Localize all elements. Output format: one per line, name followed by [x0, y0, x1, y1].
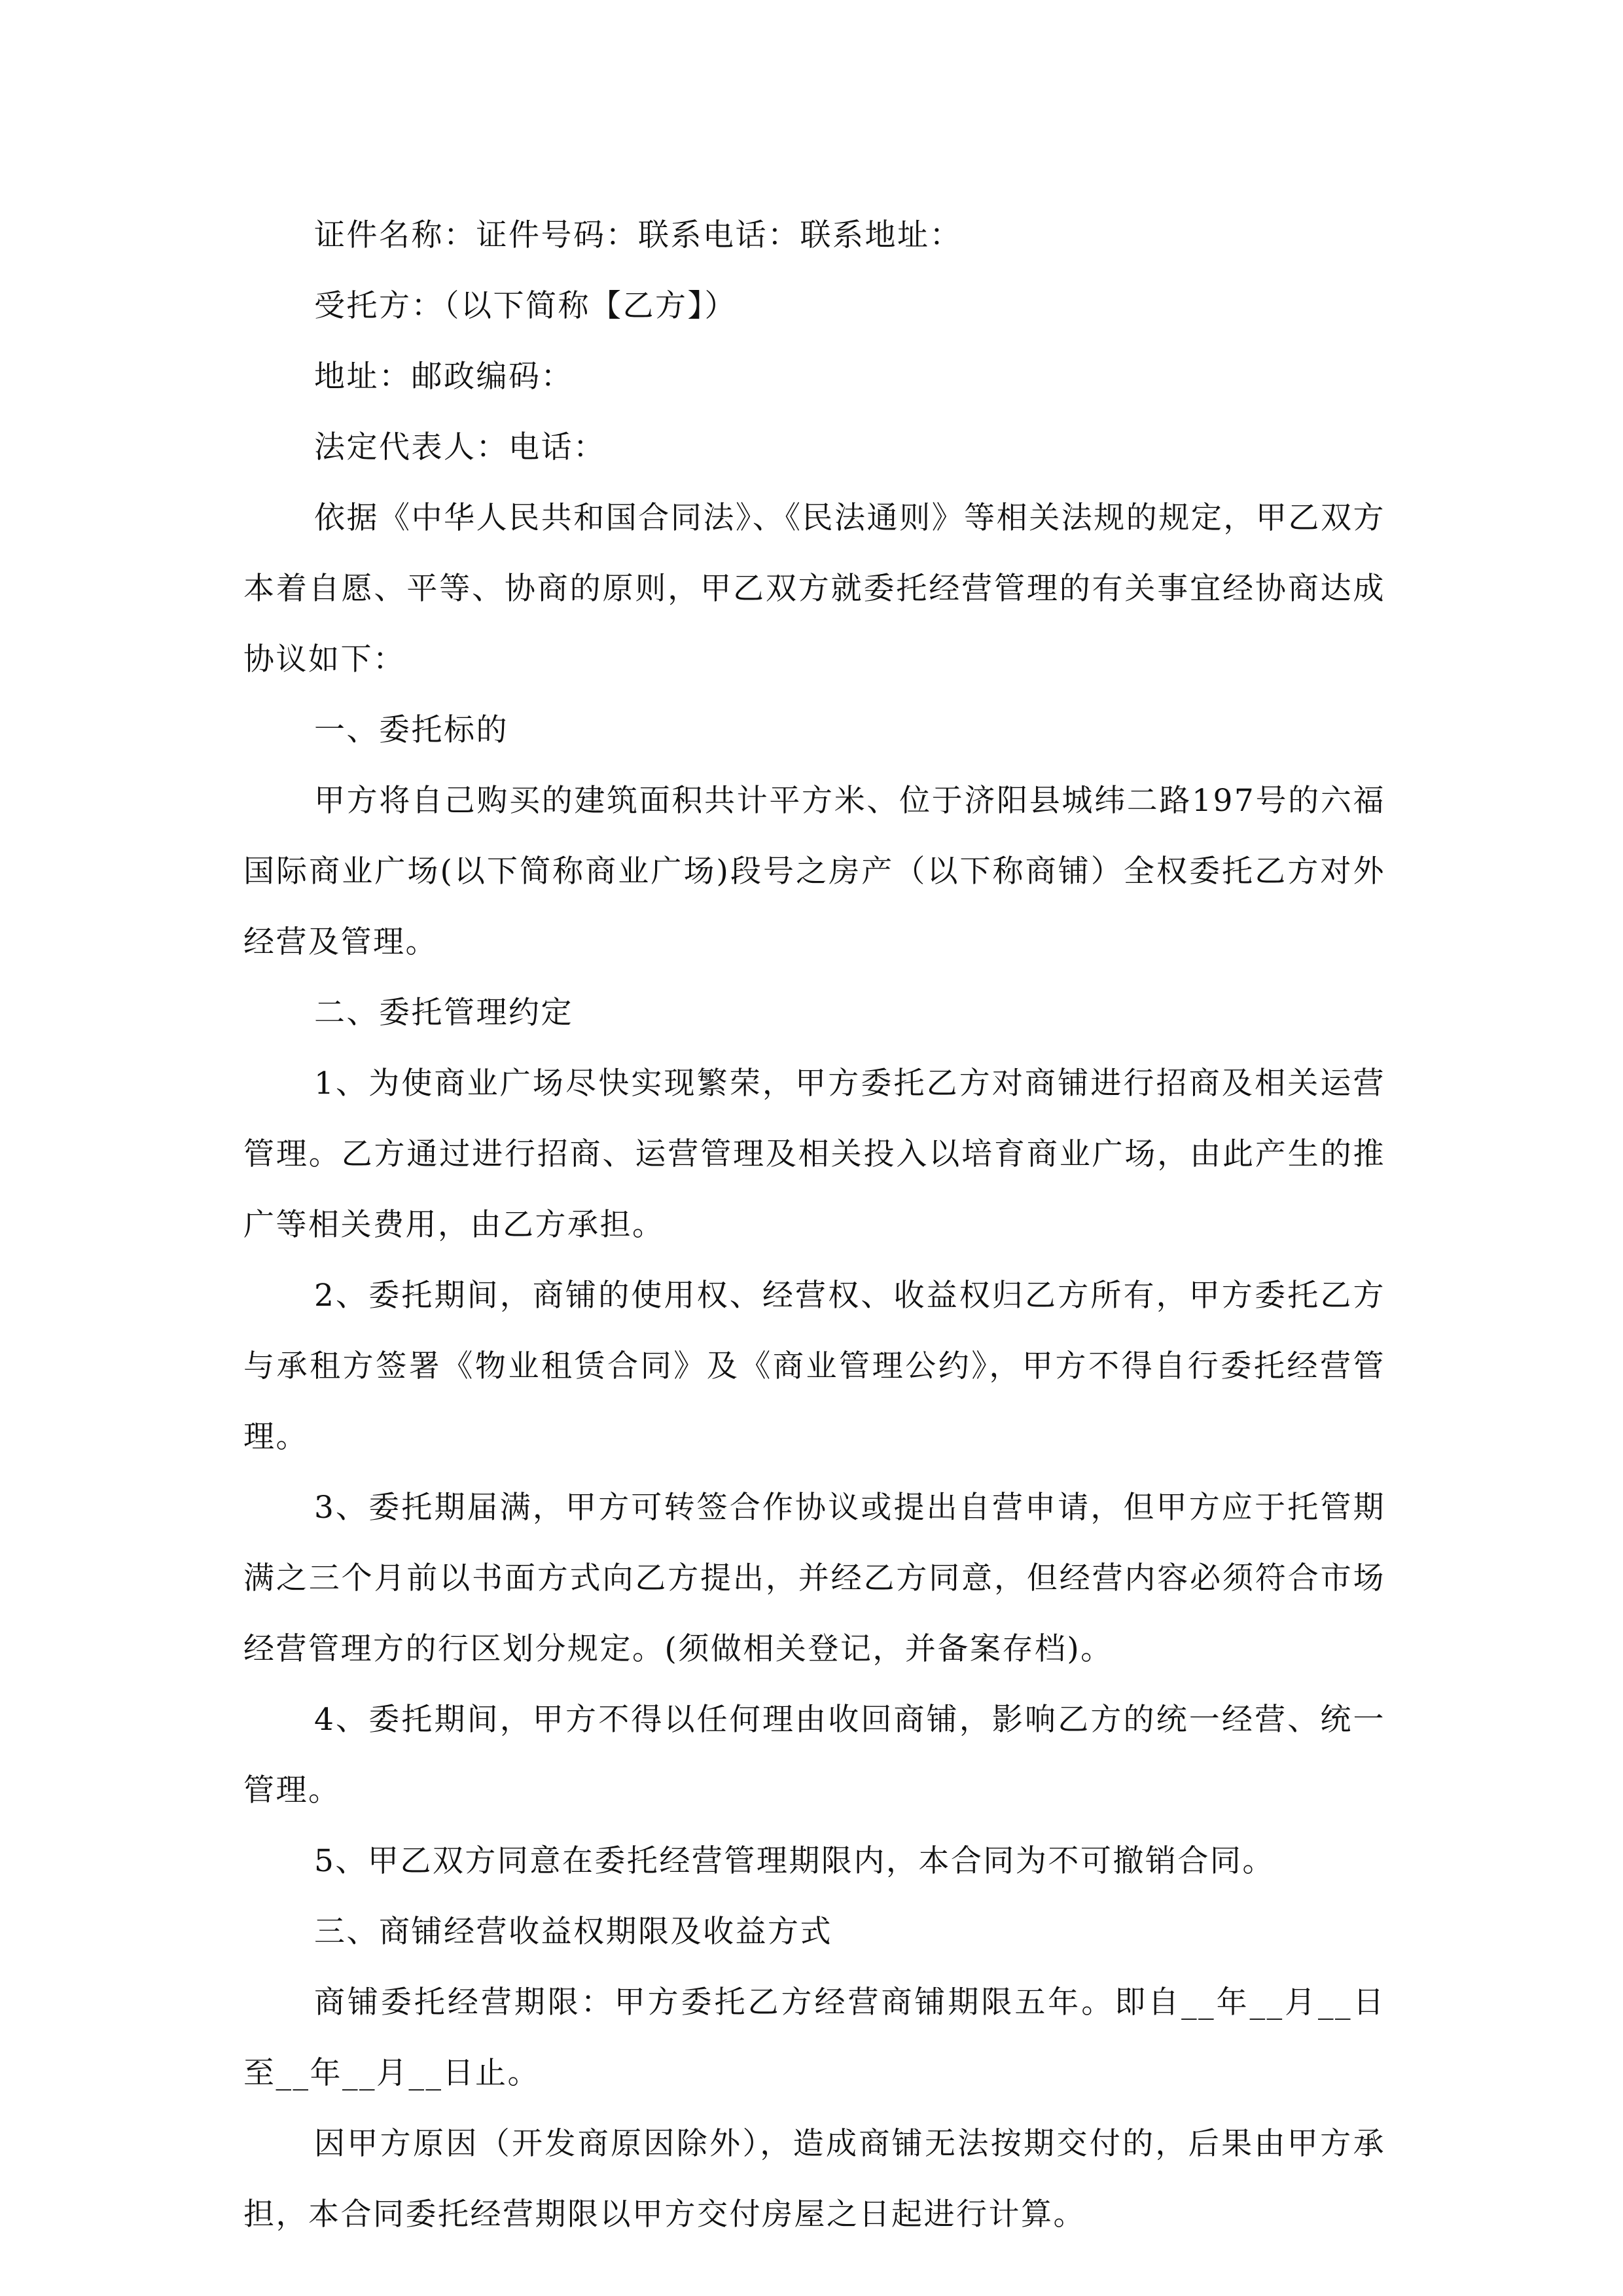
clause-4: 4、委托期间，甲方不得以任何理由收回商铺，影响乙方的统一经营、统一管理。	[243, 1702, 1385, 1808]
paragraph-id-info: 证件名称：证件号码：联系电话：联系地址：	[314, 217, 962, 253]
section-heading-3: 三、商铺经营收益权期限及收益方式	[314, 1914, 832, 1950]
section-heading-2: 二、委托管理约定	[314, 995, 573, 1031]
clause-1: 1、为使商业广场尽快实现繁荣，甲方委托乙方对商铺进行招商及相关运营管理。乙方通过进行招商、运营管理及相关投入以培育商业广场，由此产生的推广等相关费用，由乙方承担。	[243, 1066, 1385, 1243]
section-heading-1: 一、委托标的	[314, 712, 508, 748]
paragraph-term: 商铺委托经营期限：甲方委托乙方经营商铺期限五年。即自__年__月__日至__年__月__日止。	[243, 1984, 1385, 2091]
clause-5: 5、甲乙双方同意在委托经营管理期限内，本合同为不可撤销合同。	[314, 1843, 1275, 1879]
paragraph-trustee: 受托方：（以下简称【乙方】）	[314, 288, 737, 324]
paragraph-legal-rep: 法定代表人：电话：	[314, 429, 606, 465]
paragraph-preamble: 依据《中华人民共和国合同法》、《民法通则》等相关法规的规定，甲乙双方本着自愿、平等、协商的原则，甲乙双方就委托经营管理的有关事宜经协商达成协议如下：	[243, 500, 1385, 677]
clause-3: 3、委托期届满，甲方可转签合作协议或提出自营申请，但甲方应于托管期满之三个月前以书面方式向乙方提出，并经乙方同意，但经营内容必须符合市场经营管理方的行区划分规定。(须做相关登记，并备案存档)。	[243, 1490, 1385, 1667]
document-body	[243, 200, 1385, 2250]
paragraph-delay: 因甲方原因（开发商原因除外），造成商铺无法按期交付的，后果由甲方承担，本合同委托经营期限以甲方交付房屋之日起进行计算。	[243, 2126, 1385, 2233]
paragraph-address: 地址：邮政编码：	[314, 359, 573, 395]
paragraph-subject: 甲方将自己购买的建筑面积共计平方米、位于济阳县城纬二路197号的六福国际商业广场(以下简称商业广场)段号之房产（以下称商铺）全权委托乙方对外经营及管理。	[243, 783, 1385, 960]
clause-2: 2、委托期间，商铺的使用权、经营权、收益权归乙方所有，甲方委托乙方与承租方签署《物业租赁合同》及《商业管理公约》，甲方不得自行委托经营管理。	[243, 1278, 1385, 1455]
